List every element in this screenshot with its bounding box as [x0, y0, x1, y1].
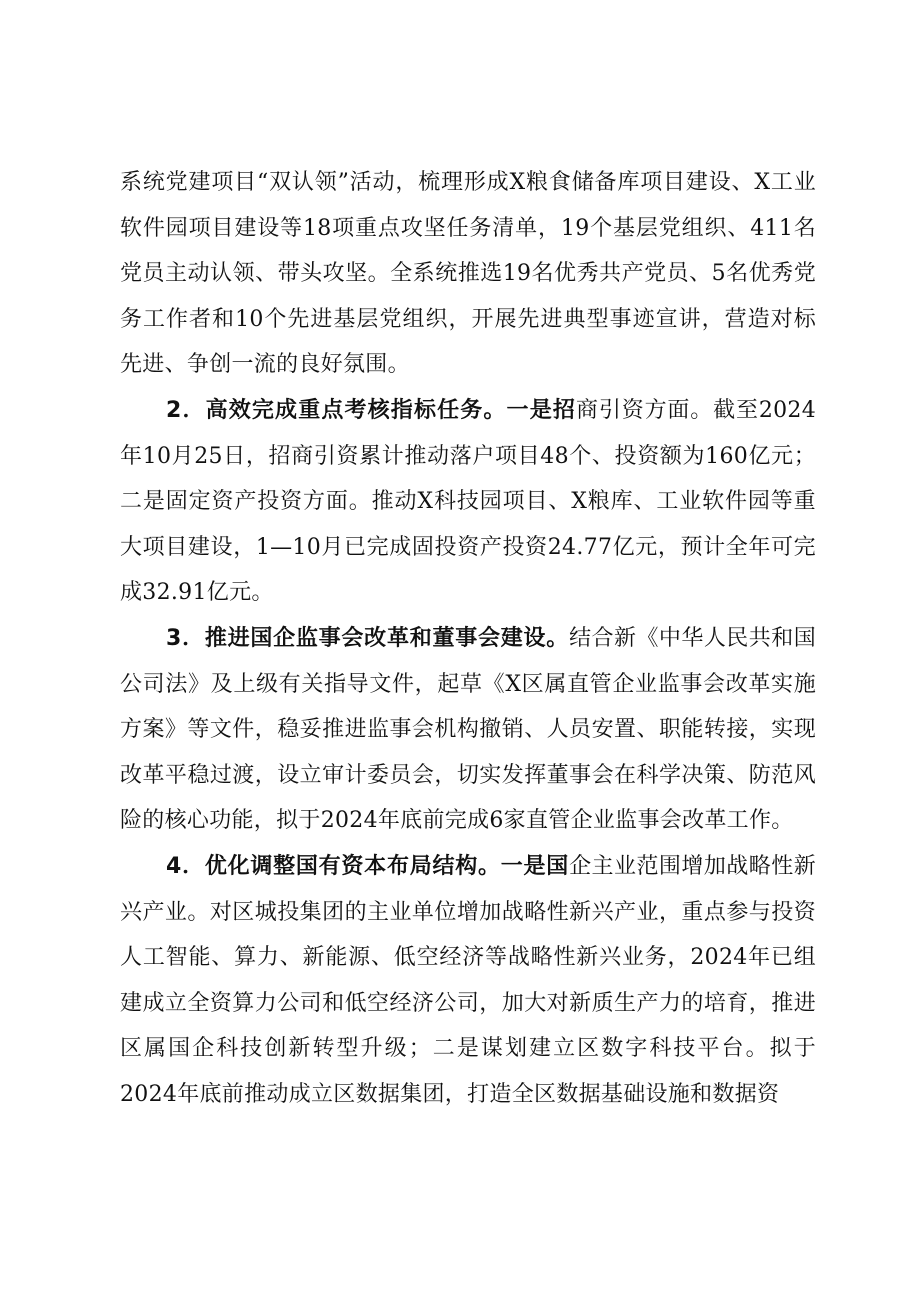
- paragraph-2: [120, 388, 816, 616]
- paragraph-1: [120, 160, 816, 388]
- paragraph-4-text: 企主业范围增加战略性新兴产业。对区城投集团的主业单位增加战略性新兴产业，重点参与投资人工智能、算力、新能源、低空经济等战略性新兴业务，2024年已组建成立全资算力公司和低空经济公司，加大对新质生产力的培育，推进区属国企科技创新转型升级；二是谋划建立区数字科技平台。拟于2024年底前推动成立区数据集团，打造全区数据基础设施和数据资: [120, 853, 816, 1107]
- paragraph-4: [120, 844, 816, 1118]
- paragraph-2-text: 商引资方面。截至2024年10月25日，招商引资累计推动落户项目48个、投资额为160亿元；二是固定资产投资方面。推动X科技园项目、X粮库、工业软件园等重大项目建设，1—10月已完成固投资产投资24.77亿元，预计全年可完成32.91亿元。: [120, 397, 817, 606]
- paragraph-4-lead: 4．优化调整国有资本布局结构。一是国: [166, 853, 570, 879]
- paragraph-3-text: 结合新《中华人民共和国公司法》及上级有关指导文件，起草《X区属直管企业监事会改革实施方案》等文件，稳妥推进监事会机构撤销、人员安置、职能转接，实现改革平稳过渡，设立审计委员会，切实发挥董事会在科学决策、防范风险的核心功能，拟于2024年底前完成6家直管企业监事会改革工作。: [120, 625, 816, 834]
- document-body: [120, 160, 816, 1117]
- paragraph-3: [120, 616, 816, 844]
- paragraph-3-lead: 3．推进国企监事会改革和董事会建设。: [166, 625, 570, 651]
- paragraph-2-lead: 2．高效完成重点考核指标任务。一是招: [166, 397, 577, 423]
- paragraph-1-text: 系统党建项目“双认领”活动，梳理形成X粮食储备库项目建设、X工业软件园项目建设等18项重点攻坚任务清单，19个基层党组织、411名党员主动认领、带头攻坚。全系统推选19名优秀共产党员、5名优秀党务工作者和10个先进基层党组织，开展先进典型事迹宣讲，营造对标先进、争创一流的良好氛围。: [120, 170, 816, 378]
